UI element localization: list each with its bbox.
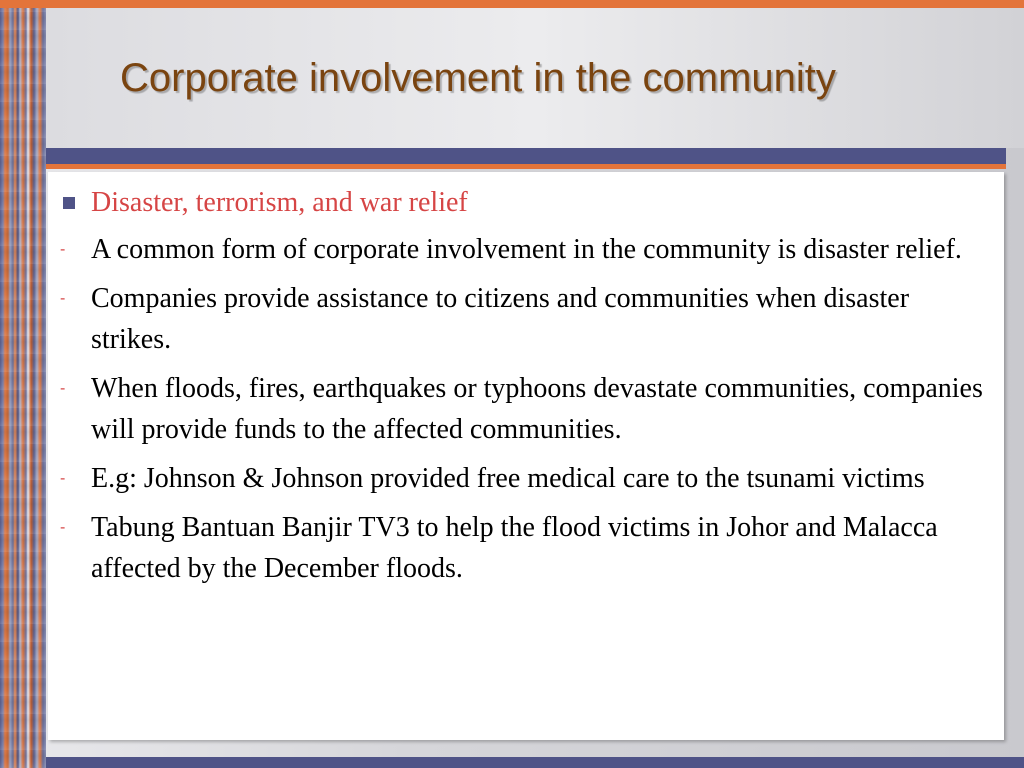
list-item-text: A common form of corporate involvement in the community is disaster relief.: [91, 234, 962, 265]
list-item-text: Tabung Bantuan Banjir TV3 to help the flood victims in Johor and Malacca affected by the December floods.: [91, 512, 938, 584]
list-item: [58, 229, 988, 270]
dash-bullet-icon: -: [60, 241, 66, 258]
list-item-text: When floods, fires, earthquakes or typhoons devastate communities, companies will provide funds to the affected communities.: [91, 373, 983, 445]
list-item: [58, 507, 988, 589]
list-heading-text: Disaster, terrorism, and war relief: [91, 187, 468, 218]
list-item: [58, 458, 988, 499]
decorative-side-strip: [0, 8, 46, 768]
list-item-text: Companies provide assistance to citizens and communities when disaster strikes.: [91, 283, 910, 355]
dash-bullet-icon: -: [60, 470, 66, 487]
slide-title: Corporate involvement in the community: [120, 56, 836, 100]
square-bullet-icon: [63, 197, 75, 209]
list-item: [58, 368, 988, 450]
top-accent-bar: [0, 0, 1024, 8]
dash-bullet-icon: -: [60, 519, 66, 536]
bullet-list: [58, 182, 988, 597]
list-item: [58, 278, 988, 360]
list-heading: [58, 182, 988, 223]
dash-bullet-icon: -: [60, 380, 66, 397]
title-divider-orange: [46, 164, 1006, 169]
dash-bullet-icon: -: [60, 290, 66, 307]
title-divider-purple: [46, 148, 1006, 164]
bottom-divider: [46, 757, 1024, 768]
list-item-text: E.g: Johnson & Johnson provided free medical care to the tsunami victims: [91, 463, 925, 494]
